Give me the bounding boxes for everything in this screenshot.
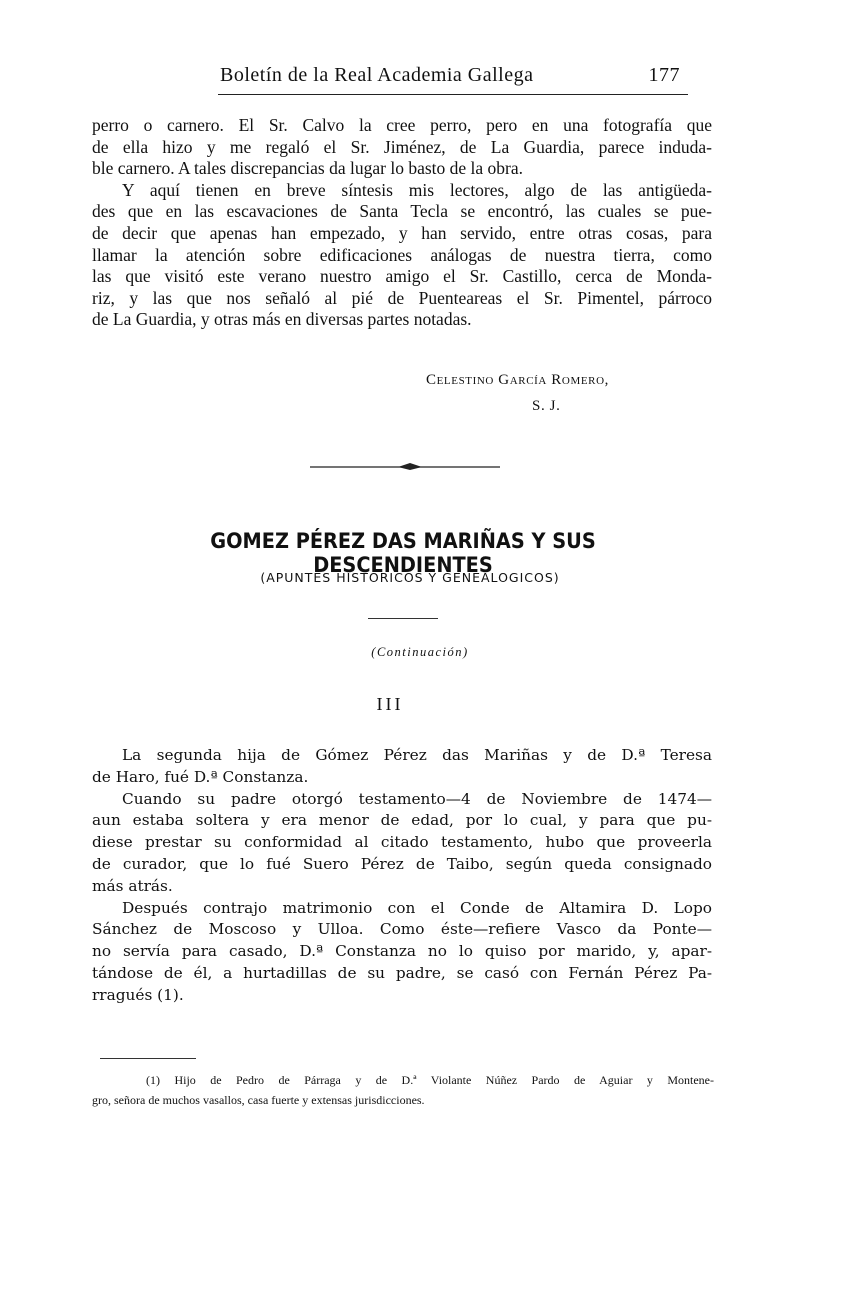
title-rule [368, 618, 438, 619]
text-line: perro o carnero. El Sr. Calvo la cree perro, pero en una fotografía que [92, 115, 712, 135]
text-line: de La Guardia, y otras más en diversas partes notadas. [92, 309, 472, 330]
article-subtitle: (APUNTES HISTÓRICOS Y GENEALOGICOS) [260, 570, 560, 585]
text-line: las que visitó este verano nuestro amigo el Sr. Castillo, cerca de Monda- [92, 266, 712, 287]
footnote-rule [100, 1058, 196, 1059]
running-header [220, 64, 680, 87]
page-number: 177 [648, 64, 680, 86]
text-line: La segunda hija de Gómez Pérez das Mariñas y de D.ª Teresa [122, 746, 712, 764]
footnote-line: (1) Hijo de Pedro de Párraga y de D.ª Violante Núñez Pardo de Aguiar y Montene- [146, 1073, 714, 1087]
text-line: Y aquí tienen en breve síntesis mis lectores, algo de las antigüeda- [122, 179, 712, 200]
journal-title: Boletín de la Real Academia Gallega [220, 64, 534, 86]
text-line: tándose de él, a hurtadillas de su padre, se casó con Fernán Pérez Pa- [92, 963, 712, 982]
author-signature: Celestino García Romero, [426, 372, 609, 388]
header-rule [218, 94, 688, 95]
text-line: rragués (1). [92, 985, 184, 1004]
text-line: diese prestar su conformidad al citado testamento, hubo que proveerla [92, 833, 712, 852]
text-line: de decir que apenas han empezado, y han servido, entre otras cosas, para [92, 222, 712, 243]
article-text [92, 745, 712, 1007]
text-line: llamar la atención sobre edificaciones análogas de nuestra tierra, como [92, 244, 712, 265]
text-line: aun estaba soltera y era menor de edad, por lo cual, y para que pu- [92, 811, 712, 830]
footnote [92, 1070, 714, 1110]
text-line: de ella hizo y me regaló el Sr. Jiménez, de La Guardia, parece induda- [92, 136, 712, 157]
text-line: no servía para casado, D.ª Constanza no lo quiso por marido, y, apar- [92, 942, 712, 961]
text-line: riz, y las que nos señaló al pié de Puenteareas el Sr. Pimentel, párroco [92, 287, 712, 308]
article-title: GOMEZ PÉREZ DAS MARIÑAS Y SUS DESCENDIENTES [210, 529, 596, 577]
text-line: de Haro, fué D.ª Constanza. [92, 767, 309, 786]
previous-article-text [92, 115, 712, 331]
text-line: ble carnero. A tales discrepancias da lugar lo basto de la obra. [92, 158, 524, 179]
footnote-line: gro, señora de muchos vasallos, casa fuerte y extensas jurisdicciones. [92, 1093, 425, 1107]
text-line: Sánchez de Moscoso y Ulloa. Como éste—refiere Vasco da Ponte— [92, 920, 712, 939]
continuation-note: (Continuación) [371, 645, 469, 659]
author-order: S. J. [532, 398, 561, 414]
text-line: de curador, que lo fué Suero Pérez de Taibo, según queda consignado [92, 854, 712, 873]
text-line: Después contrajo matrimonio con el Conde de Altamira D. Lopo [122, 898, 712, 917]
text-line: Cuando su padre otorgó testamento—4 de Noviembre de 1474— [122, 789, 712, 808]
text-line: más atrás. [92, 876, 173, 895]
text-line: des que en las escavaciones de Santa Tecla se encontró, las cuales se pue- [92, 201, 712, 222]
section-number: III [376, 694, 404, 714]
ornament-divider [310, 460, 500, 474]
